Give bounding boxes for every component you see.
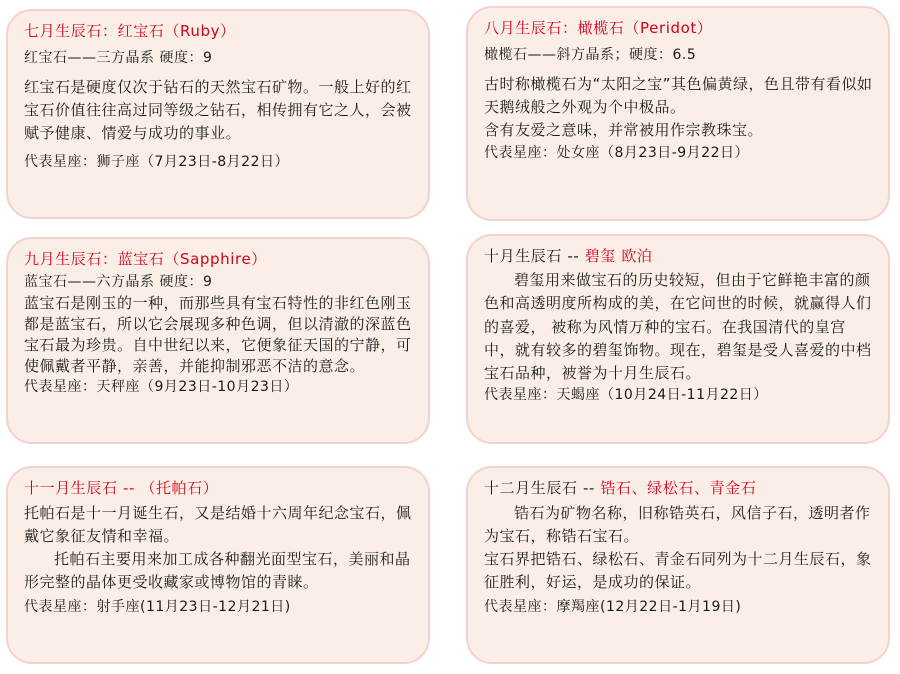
card-october-sign: 代表星座：天蝎座（10月24日-11月22日） bbox=[484, 387, 768, 404]
card-november-sign: 代表星座：射手座(11月23日-12月21日) bbox=[24, 599, 291, 615]
card-july-title: 七月生辰石：红宝石（Ruby） bbox=[24, 22, 236, 40]
card-august-desc-2: 含有友爱之意味，并常被用作宗教珠宝。 bbox=[484, 121, 764, 139]
card-august-sign: 代表星座：处女座（8月23日-9月22日） bbox=[484, 145, 749, 161]
card-december-desc-1: 锆石为矿物名称，旧称锆英石，风信子石，透明者作为宝石，称锆石宝石。 bbox=[484, 504, 871, 545]
card-august-title: 八月生辰石：橄榄石（Peridot） bbox=[484, 19, 713, 37]
card-december-title-prefix: 十二月生辰石 -- bbox=[484, 479, 601, 497]
card-december-sign: 代表星座：摩羯座(12月22日-1月19日) bbox=[484, 599, 742, 615]
card-september-title: 九月生辰石：蓝宝石（Sapphire） bbox=[24, 250, 267, 268]
card-september-crystal: 蓝宝石——六方晶系 硬度：9 bbox=[24, 274, 213, 290]
card-august-desc-1: 古时称橄榄石为“太阳之宝”其色偏黄绿，色且带有看似如天鹅绒般之外观为个中极品。 bbox=[484, 75, 873, 116]
card-december bbox=[466, 466, 890, 664]
card-october-title-prefix: 十月生辰石 -- bbox=[484, 247, 585, 265]
card-december-desc-2: 宝石界把锆石、绿松石、青金石同列为十二月生辰石，象征胜利，好运，是成功的保证。 bbox=[484, 550, 872, 591]
card-august-crystal: 橄榄石——斜方晶系；硬度：6.5 bbox=[484, 47, 697, 63]
card-july-crystal: 红宝石——三方晶系 硬度：9 bbox=[24, 50, 213, 66]
card-november-title: 十一月生辰石 -- （托帕石） bbox=[24, 479, 219, 497]
card-november bbox=[6, 466, 430, 664]
card-december-title bbox=[484, 478, 874, 498]
card-october bbox=[466, 234, 890, 444]
card-august bbox=[466, 6, 890, 221]
card-july-sign: 代表星座：狮子座（7月23日-8月22日） bbox=[24, 154, 289, 170]
card-july-desc: 红宝石是硬度仅次于钻石的天然宝石矿物。一般上好的红宝石价值往往高过同等级之钻石，相传拥有它之人，会被赋予健康、情爱与成功的事业。 bbox=[24, 78, 412, 142]
card-november-desc-2: 托帕石主要用来加工成各种翻光面型宝石，美丽和晶形完整的晶体更受收藏家或博物馆的青睐。 bbox=[24, 550, 411, 591]
card-september-sign: 代表星座：天秤座（9月23日-10月23日） bbox=[24, 379, 299, 395]
card-september-desc: 蓝宝石是刚玉的一种，而那些具有宝石特性的非红色刚玉都是蓝宝石，所以它会展现多种色调，但以清澈的深蓝色宝石最为珍贵。自中世纪以来，它便象征天国的宁静，可使佩戴者平静，亲善，并能抑制邪恶不洁的意念。 bbox=[24, 294, 412, 375]
card-july bbox=[6, 9, 430, 219]
card-october-desc: 碧玺用来做宝石的历史较短，但由于它鲜艳丰富的颜色和高透明度所构成的美，在它问世的时候，就赢得人们的喜爱， 被称为风情万种的宝石。在我国清代的皇宫中，就有较多的碧玺饰物。现在，碧玺是受人喜爱的中档宝石品种，被誉为十月生辰石。 bbox=[484, 271, 872, 383]
card-october-title bbox=[484, 246, 874, 266]
card-october-title-highlight: 碧玺 欧泊 bbox=[584, 247, 653, 265]
card-november-desc-1: 托帕石是十一月诞生石，又是结婚十六周年纪念宝石，佩戴它象征友情和幸福。 bbox=[24, 504, 412, 545]
card-december-title-highlight: 锆石、绿松石、青金石 bbox=[600, 479, 757, 497]
card-september bbox=[6, 237, 430, 444]
